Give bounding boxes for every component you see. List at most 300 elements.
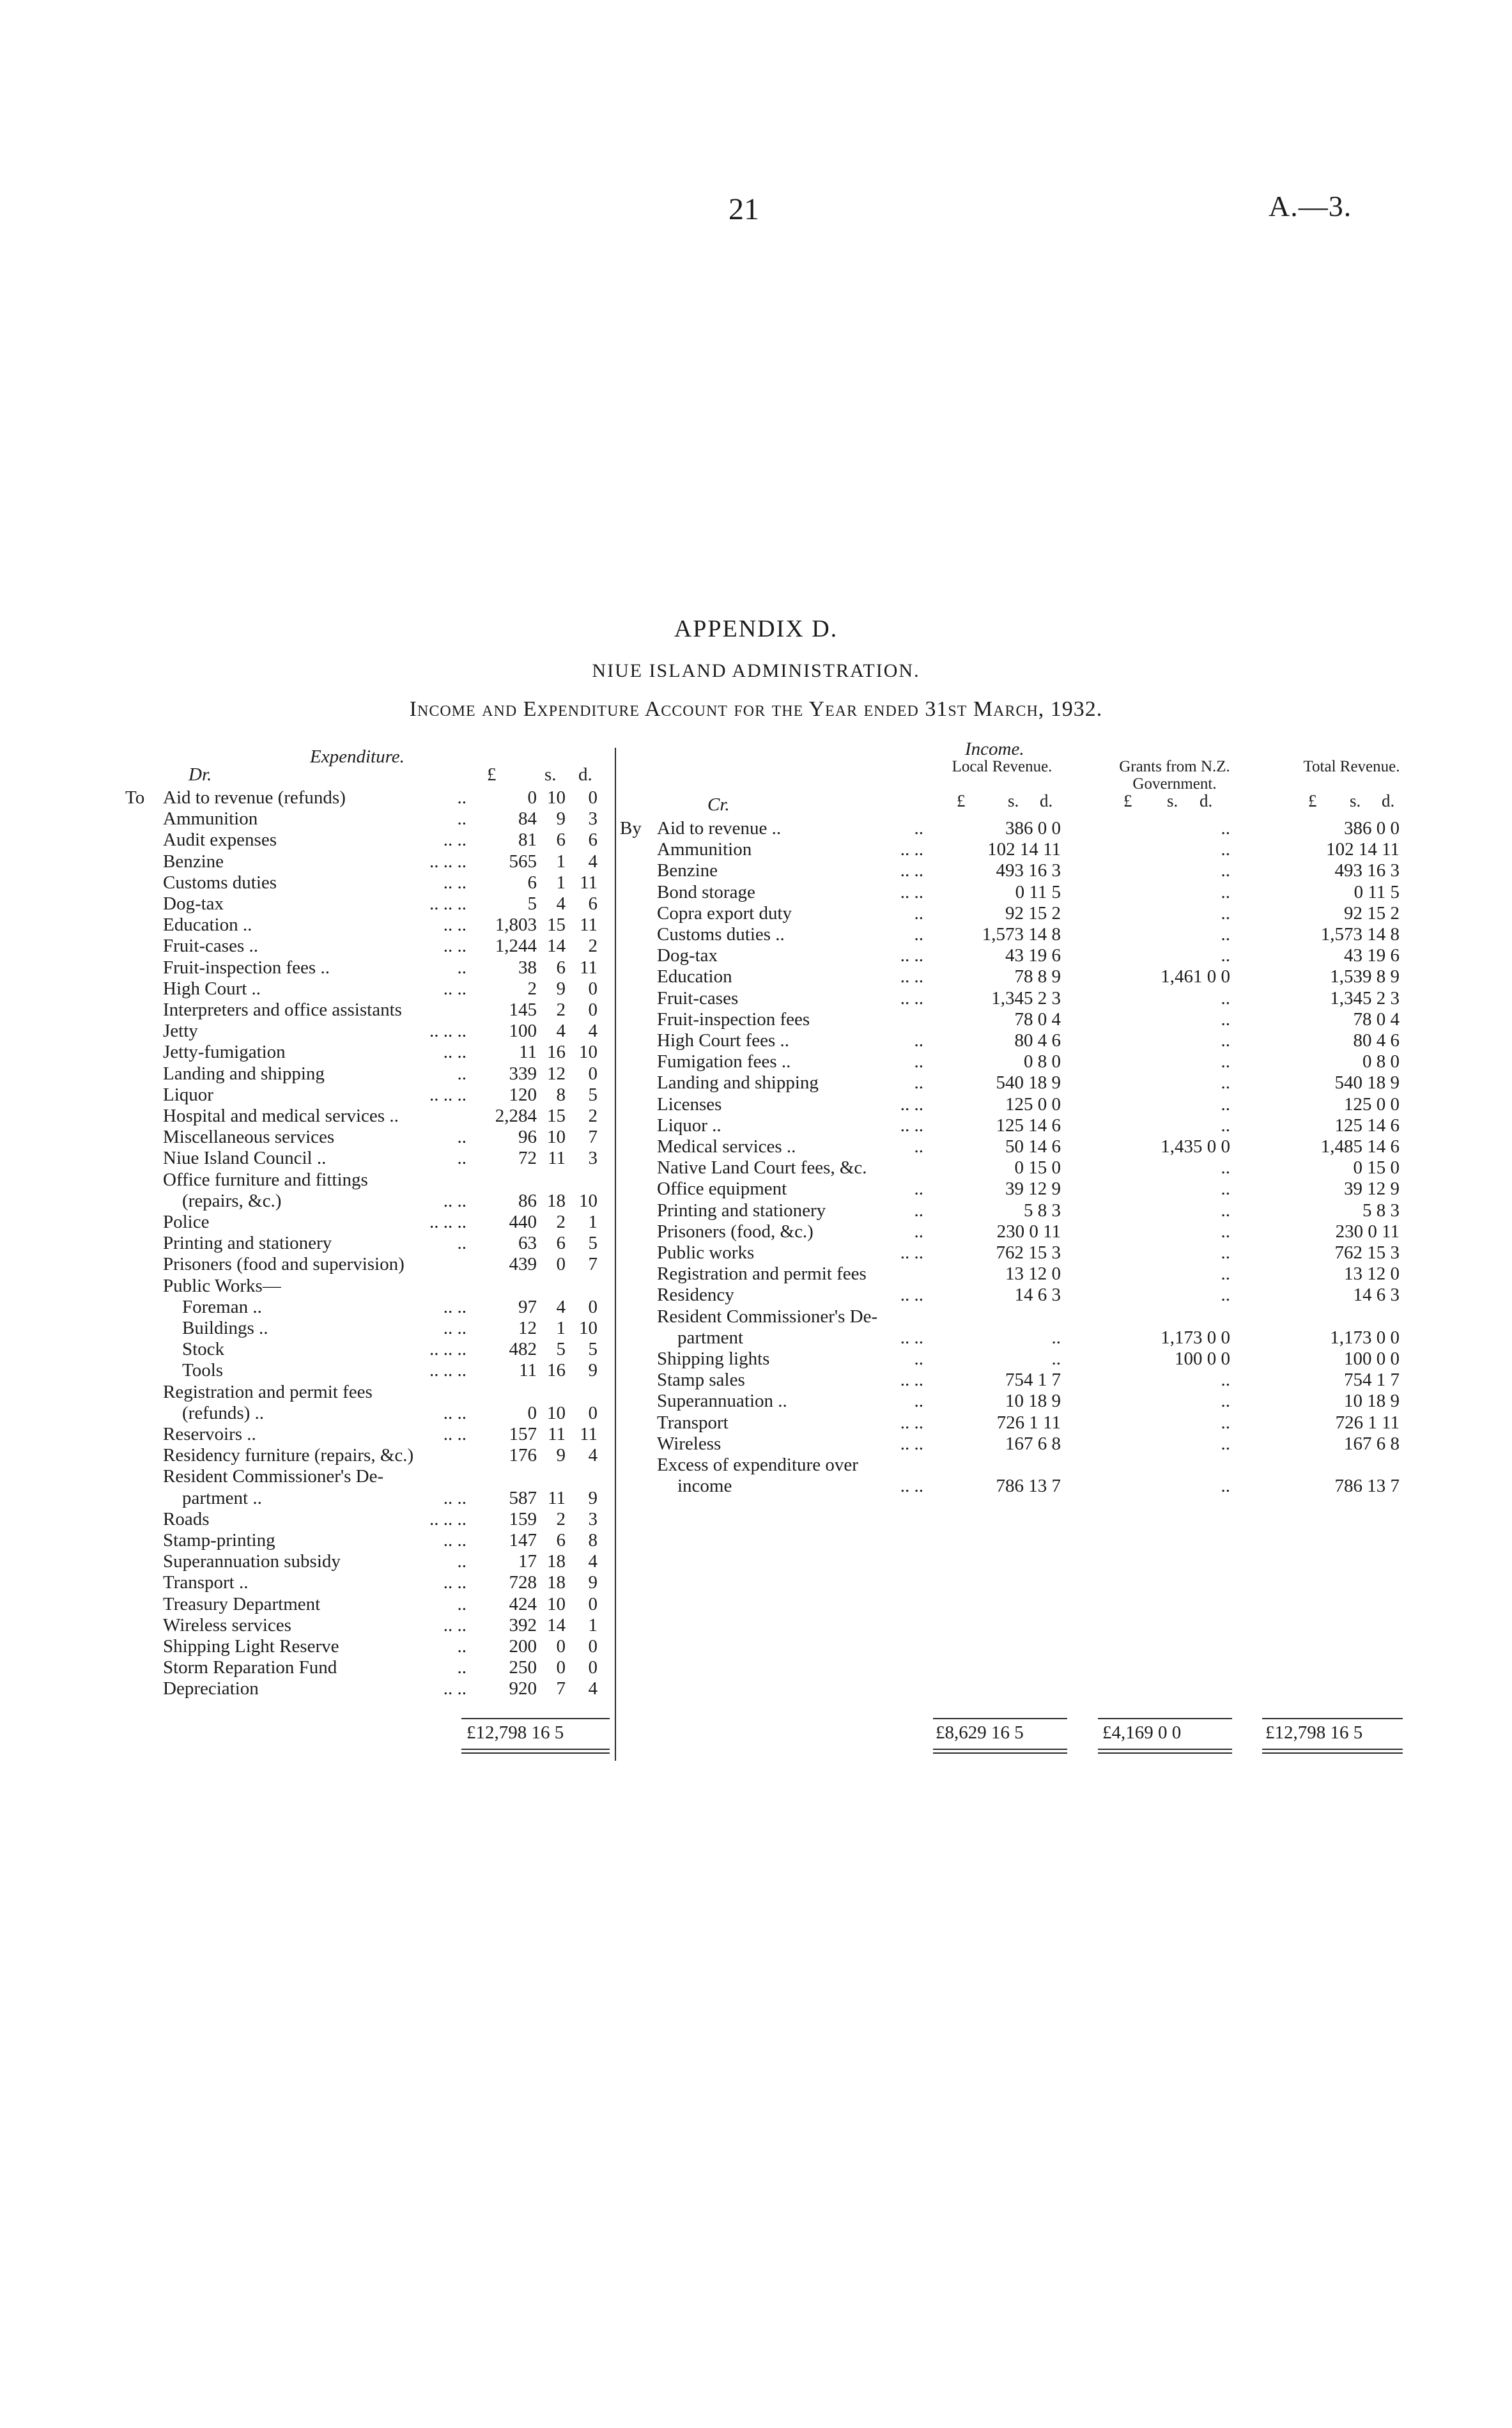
expenditure-shillings: 15: [547, 1106, 566, 1126]
expenditure-item-label: Transport ..: [163, 1572, 249, 1593]
income-total-revenue: 5 8 3: [1362, 1200, 1400, 1221]
expenditure-pence: 6: [588, 830, 598, 850]
expenditure-shillings: 0: [556, 1636, 566, 1657]
expenditure-item-label: Stamp-printing: [163, 1530, 275, 1550]
expenditure-pence: 3: [588, 1148, 598, 1168]
expenditure-pence: 4: [588, 1021, 598, 1041]
expenditure-pounds: 392: [509, 1615, 537, 1635]
expenditure-item-label: Aid to revenue (refunds): [163, 787, 346, 808]
income-local-revenue: 125 14 6: [996, 1115, 1061, 1136]
grant-col-shillings: s.: [1167, 791, 1178, 810]
expenditure-shillings: 4: [556, 1021, 566, 1041]
expenditure-item-leader: .. ..: [443, 936, 467, 956]
expenditure-item-label: Buildings ..: [182, 1318, 268, 1338]
expenditure-pence: 2: [588, 936, 598, 956]
expenditure-item-leader: ..: [457, 787, 467, 808]
local-revenue-heading: Local Revenue.: [952, 758, 1053, 775]
income-local-revenue: 540 18 9: [996, 1072, 1061, 1093]
expenditure-item-leader: ..: [457, 1594, 467, 1614]
income-local-revenue: 39 12 9: [1005, 1179, 1061, 1199]
income-total-revenue: 1,573 14 8: [1320, 924, 1400, 945]
income-total-revenue: 386 0 0: [1344, 818, 1400, 839]
expenditure-item-label: Stock: [182, 1339, 225, 1359]
expenditure-pounds: 12: [518, 1318, 537, 1338]
expenditure-pounds: 72: [518, 1148, 537, 1168]
expenditure-item-leader: .. ..: [443, 915, 467, 935]
expenditure-item-leader: .. ..: [443, 1530, 467, 1550]
income-local-revenue: 78 8 9: [1014, 966, 1061, 987]
expenditure-item-label: Printing and stationery: [163, 1233, 332, 1253]
income-row: [0, 1242, 1512, 1264]
income-grant: ..: [1221, 1434, 1230, 1454]
expenditure-pence: 11: [580, 957, 598, 978]
income-item-label: Education: [657, 966, 732, 987]
expenditure-pounds: 728: [509, 1572, 537, 1593]
expenditure-shillings: 9: [556, 1445, 566, 1465]
appendix-title: APPENDIX D.: [674, 615, 838, 642]
income-row: [0, 1136, 1512, 1157]
income-item-leader: .. ..: [900, 1412, 923, 1433]
total-col-shillings: s.: [1350, 791, 1361, 810]
income-local-revenue: ..: [1051, 1349, 1061, 1369]
income-item-leader: .. ..: [900, 1242, 923, 1263]
income-item-label: Benzine: [657, 860, 718, 881]
income-item-leader: ..: [914, 1072, 923, 1093]
income-total-revenue: 14 6 3: [1353, 1285, 1400, 1305]
page-number: 21: [729, 192, 759, 226]
expenditure-pounds: 38: [518, 957, 537, 978]
expenditure-pounds: 97: [518, 1297, 537, 1317]
grant-col-pence: d.: [1200, 791, 1213, 810]
exp-col-pounds: £: [487, 764, 497, 785]
income-item-label: Transport: [657, 1412, 729, 1433]
income-total-revenue: 230 0 11: [1335, 1221, 1400, 1242]
grant-total-rule-bottom-1: [1098, 1749, 1232, 1750]
income-item-label: Native Land Court fees, &c.: [657, 1157, 867, 1178]
expenditure-item-label: Customs duties: [163, 872, 277, 893]
expenditure-pounds: 339: [509, 1063, 537, 1084]
expenditure-pounds: 482: [509, 1339, 537, 1359]
income-item-leader: ..: [914, 903, 923, 924]
income-item-label: Copra export duty: [657, 903, 792, 924]
income-row: [0, 988, 1512, 1009]
expenditure-shillings: 11: [548, 1488, 566, 1508]
expenditure-item-label: (repairs, &c.): [182, 1191, 282, 1211]
income-local-revenue: 50 14 6: [1005, 1136, 1061, 1157]
expenditure-pounds: 5: [527, 893, 537, 914]
expenditure-pounds: 63: [518, 1233, 537, 1253]
income-local-revenue: 0 15 0: [1014, 1157, 1061, 1178]
expenditure-pence: 0: [588, 1636, 598, 1657]
expenditure-pounds: 0: [527, 787, 537, 808]
exp-total-rule-top: [461, 1718, 610, 1719]
income-item-leader: .. ..: [900, 945, 923, 966]
income-row: [0, 839, 1512, 860]
expenditure-pounds: 145: [509, 1000, 537, 1020]
expenditure-item-label: Superannuation subsidy: [163, 1551, 341, 1572]
income-item-label: Aid to revenue ..: [657, 818, 782, 839]
expenditure-shillings: 10: [547, 1594, 566, 1614]
income-item-label: income: [677, 1476, 732, 1496]
income-total-revenue: 754 1 7: [1344, 1370, 1400, 1390]
income-row: [0, 1434, 1512, 1455]
income-local-revenue: 102 14 11: [987, 839, 1061, 860]
page-reference: A.—3.: [1269, 190, 1352, 222]
expenditure-item-leader: .. ..: [443, 1678, 467, 1699]
expenditure-pounds: 565: [509, 851, 537, 872]
expenditure-pence: 0: [588, 978, 598, 999]
income-row: [0, 1264, 1512, 1285]
income-local-revenue: 230 0 11: [996, 1221, 1061, 1242]
grant-total-rule-bottom-2: [1098, 1752, 1232, 1754]
expenditure-row: [0, 1594, 615, 1615]
income-item-label: Licenses: [657, 1094, 722, 1115]
expenditure-pounds: 11: [519, 1042, 537, 1062]
expenditure-shillings: 6: [556, 1530, 566, 1550]
expenditure-item-leader: .. .. ..: [429, 1509, 467, 1529]
income-grant: ..: [1221, 1264, 1230, 1284]
expenditure-shillings: 9: [556, 808, 566, 829]
income-total-revenue: 762 15 3: [1334, 1242, 1400, 1263]
income-item-leader: .. ..: [900, 966, 923, 987]
expenditure-item-label: Education ..: [163, 915, 252, 935]
expenditure-item-label: Roads: [163, 1509, 210, 1529]
income-local-revenue: 167 6 8: [1005, 1434, 1061, 1454]
income-grant: ..: [1221, 839, 1230, 860]
expenditure-item-leader: .. ..: [443, 1615, 467, 1635]
income-local-revenue: 762 15 3: [996, 1242, 1061, 1263]
income-row: [0, 860, 1512, 881]
income-grant: ..: [1221, 1242, 1230, 1263]
expenditure-pence: 11: [580, 915, 598, 935]
expenditure-item-leader: .. .. ..: [429, 893, 467, 914]
income-item-label: partment: [677, 1327, 744, 1348]
expenditure-pounds: 159: [509, 1509, 537, 1529]
income-grant: ..: [1221, 1009, 1230, 1030]
income-item-leader: ..: [914, 1051, 923, 1072]
income-heading: Income.: [965, 739, 1024, 759]
income-item-label: Stamp sales: [657, 1370, 745, 1390]
expenditure-item-label: Foreman ..: [182, 1297, 262, 1317]
income-item-label: Medical services ..: [657, 1136, 796, 1157]
expenditure-shillings: 9: [556, 978, 566, 999]
income-row: [0, 1051, 1512, 1072]
income-item-leader: ..: [914, 818, 923, 839]
expenditure-item-label: (refunds) ..: [182, 1403, 265, 1423]
expenditure-shillings: 2: [556, 1212, 566, 1232]
income-local-revenue: 5 8 3: [1024, 1200, 1061, 1221]
income-total-revenue: 125 14 6: [1334, 1115, 1400, 1136]
local-total-rule-bottom-2: [933, 1752, 1067, 1754]
expenditure-item-leader: ..: [457, 808, 467, 829]
expenditure-item-label: Interpreters and office assistants: [163, 1000, 402, 1020]
expenditure-pence: 6: [588, 893, 598, 914]
income-row: [0, 1412, 1512, 1434]
expenditure-item-label: Jetty-fumigation: [163, 1042, 286, 1062]
expenditure-row: [0, 1551, 615, 1572]
income-local-revenue: 0 8 0: [1024, 1051, 1061, 1072]
expenditure-item-leader: .. ..: [443, 1403, 467, 1423]
expenditure-item-leader: .. ..: [443, 1042, 467, 1062]
income-total-revenue: 786 13 7: [1334, 1476, 1400, 1496]
income-total-revenue: 125 0 0: [1344, 1094, 1400, 1115]
income-grant: ..: [1221, 1391, 1230, 1411]
expenditure-pounds: 11: [519, 1360, 537, 1380]
expenditure-pence: 0: [588, 787, 598, 808]
to-prefix: To: [125, 787, 145, 808]
income-row: [0, 882, 1512, 903]
expenditure-item-leader: .. ..: [443, 1191, 467, 1211]
expenditure-shillings: 11: [548, 1424, 566, 1444]
income-total-revenue: 13 12 0: [1344, 1264, 1400, 1284]
expenditure-item-label: Miscellaneous services: [163, 1127, 335, 1147]
expenditure-item-label: Tools: [182, 1360, 224, 1380]
expenditure-pence: 5: [588, 1339, 598, 1359]
expenditure-item-leader: .. ..: [443, 1318, 467, 1338]
income-local-revenue: 14 6 3: [1014, 1285, 1061, 1305]
income-item-label: Excess of expenditure over: [657, 1455, 858, 1475]
expenditure-pence: 1: [588, 1212, 598, 1232]
expenditure-item-label: Liquor: [163, 1085, 213, 1105]
income-local-revenue: 726 1 11: [996, 1412, 1061, 1433]
expenditure-item-label: High Court ..: [163, 978, 261, 999]
income-item-leader: .. ..: [900, 1476, 923, 1496]
cr-label: Cr.: [707, 794, 730, 815]
exp-col-pence: d.: [578, 764, 592, 785]
income-total-revenue: 0 11 5: [1354, 882, 1400, 902]
income-grant: ..: [1221, 1115, 1230, 1136]
expenditure-pence: 4: [588, 851, 598, 872]
income-row: [0, 924, 1512, 945]
expenditure-pence: 0: [588, 1657, 598, 1678]
income-local-revenue: 1,573 14 8: [982, 924, 1061, 945]
income-row: [0, 1009, 1512, 1030]
expenditure-shillings: 16: [547, 1360, 566, 1380]
local-total-rule-top: [933, 1718, 1067, 1719]
expenditure-shillings: 14: [547, 936, 566, 956]
income-item-label: Ammunition: [657, 839, 752, 860]
income-row: [0, 1221, 1512, 1242]
income-local-revenue: 1,345 2 3: [991, 988, 1061, 1009]
expenditure-pence: 2: [588, 1106, 598, 1126]
expenditure-pence: 0: [588, 1297, 598, 1317]
income-total-revenue: 43 19 6: [1344, 945, 1400, 966]
expenditure-shillings: 7: [556, 1678, 566, 1699]
expenditure-pounds: 920: [509, 1678, 537, 1699]
income-local-revenue: 0 11 5: [1015, 882, 1061, 902]
expenditure-item-leader: ..: [457, 1657, 467, 1678]
income-local-revenue: 43 19 6: [1005, 945, 1061, 966]
total-total-rule-top: [1262, 1718, 1403, 1719]
expenditure-shillings: 0: [556, 1657, 566, 1678]
income-local-revenue: 78 0 4: [1014, 1009, 1061, 1030]
income-item-label: Public works: [657, 1242, 755, 1263]
expenditure-shillings: 0: [556, 1254, 566, 1274]
expenditure-shillings: 2: [556, 1000, 566, 1020]
income-item-leader: ..: [914, 924, 923, 945]
expenditure-shillings: 6: [556, 830, 566, 850]
income-total-revenue: 493 16 3: [1334, 860, 1400, 881]
expenditure-pence: 9: [588, 1572, 598, 1593]
income-row: [0, 1200, 1512, 1221]
expenditure-shillings: 8: [556, 1085, 566, 1105]
expenditure-pence: 7: [588, 1127, 598, 1147]
expenditure-pence: 9: [588, 1488, 598, 1508]
income-item-leader: ..: [914, 1136, 923, 1157]
income-grant: ..: [1221, 1072, 1230, 1093]
income-local-revenue: 386 0 0: [1005, 818, 1061, 839]
income-grant: ..: [1221, 1094, 1230, 1115]
exp-col-shillings: s.: [544, 764, 557, 785]
local-revenue-total: £8,629 16 5: [936, 1722, 1024, 1743]
income-item-label: Wireless: [657, 1434, 721, 1454]
income-grant: ..: [1221, 1285, 1230, 1305]
expenditure-item-leader: .. .. ..: [429, 1339, 467, 1359]
income-item-leader: ..: [914, 1179, 923, 1199]
income-grant: ..: [1221, 1030, 1230, 1051]
income-total-revenue: 540 18 9: [1334, 1072, 1400, 1093]
expenditure-item-label: Residency furniture (repairs, &c.): [163, 1445, 414, 1465]
income-grant: ..: [1221, 1051, 1230, 1072]
expenditure-shillings: 6: [556, 957, 566, 978]
expenditure-item-label: Shipping Light Reserve: [163, 1636, 339, 1657]
income-grant: ..: [1221, 1476, 1230, 1496]
expenditure-item-label: Niue Island Council ..: [163, 1148, 327, 1168]
grants-heading: Grants from N.Z. Government.: [1119, 758, 1230, 793]
expenditure-shillings: 10: [547, 787, 566, 808]
expenditure-pence: 0: [588, 1000, 598, 1020]
income-total-revenue: 0 15 0: [1353, 1157, 1400, 1178]
expenditure-shillings: 4: [556, 893, 566, 914]
expenditure-pence: 9: [588, 1360, 598, 1380]
expenditure-pence: 7: [588, 1254, 598, 1274]
expenditure-item-label: partment ..: [182, 1488, 262, 1508]
expenditure-pounds: 17: [518, 1551, 537, 1572]
income-item-label: High Court fees ..: [657, 1030, 789, 1051]
income-total-revenue: 39 12 9: [1344, 1179, 1400, 1199]
expenditure-pounds: 6: [527, 872, 537, 893]
expenditure-pence: 10: [579, 1191, 598, 1211]
expenditure-shillings: 16: [547, 1042, 566, 1062]
expenditure-pounds: 86: [518, 1191, 537, 1211]
income-row: [0, 903, 1512, 924]
income-item-label: Landing and shipping: [657, 1072, 819, 1093]
expenditure-item-label: Depreciation: [163, 1678, 259, 1699]
expenditure-heading: Expenditure.: [310, 746, 405, 767]
income-row: [0, 1455, 1512, 1476]
expenditure-shillings: 1: [556, 1318, 566, 1338]
expenditure-shillings: 6: [556, 1233, 566, 1253]
expenditure-item-label: Ammunition: [163, 808, 258, 829]
income-row: [0, 818, 1512, 839]
income-item-leader: .. ..: [900, 1285, 923, 1305]
income-grant: ..: [1221, 1370, 1230, 1390]
income-grant: ..: [1221, 924, 1230, 945]
expenditure-shillings: 14: [547, 1615, 566, 1635]
income-row: [0, 1391, 1512, 1412]
income-item-label: Residency: [657, 1285, 734, 1305]
income-row: [0, 1327, 1512, 1349]
income-item-leader: .. ..: [900, 882, 923, 902]
expenditure-pounds: 250: [509, 1657, 537, 1678]
income-grant: ..: [1221, 1200, 1230, 1221]
expenditure-row: [0, 787, 615, 808]
grants-total: £4,169 0 0: [1102, 1722, 1182, 1743]
expenditure-item-leader: .. .. ..: [429, 1212, 467, 1232]
expenditure-pence: 8: [588, 1530, 598, 1550]
income-item-leader: ..: [914, 1349, 923, 1369]
by-prefix: By: [620, 818, 642, 839]
expenditure-pence: 1: [588, 1615, 598, 1635]
expenditure-shillings: 4: [556, 1297, 566, 1317]
income-row: [0, 1030, 1512, 1051]
local-col-shillings: s.: [1008, 791, 1019, 810]
expenditure-pence: 3: [588, 1509, 598, 1529]
expenditure-row: [0, 1657, 615, 1678]
expenditure-row: [0, 1509, 615, 1530]
expenditure-pounds: 96: [518, 1127, 537, 1147]
expenditure-row: [0, 1678, 615, 1699]
expenditure-pounds: 84: [518, 808, 537, 829]
income-item-leader: ..: [914, 1030, 923, 1051]
expenditure-item-label: Fruit-cases ..: [163, 936, 258, 956]
income-item-leader: ..: [914, 1200, 923, 1221]
expenditure-item-label: Hospital and medical services ..: [163, 1106, 399, 1126]
expenditure-pounds: 1,803: [495, 915, 537, 935]
expenditure-pence: 4: [588, 1445, 598, 1465]
expenditure-item-label: Jetty: [163, 1021, 198, 1041]
income-grant: ..: [1221, 1412, 1230, 1433]
income-row: [0, 1285, 1512, 1306]
total-col-pence: d.: [1382, 791, 1395, 810]
expenditure-pence: 0: [588, 1403, 598, 1423]
expenditure-pounds: 0: [527, 1403, 537, 1423]
expenditure-shillings: 15: [547, 915, 566, 935]
expenditure-item-leader: .. ..: [443, 872, 467, 893]
expenditure-row: [0, 1530, 615, 1551]
income-grant: ..: [1221, 818, 1230, 839]
expenditure-item-leader: .. ..: [443, 1297, 467, 1317]
local-total-rule-bottom-1: [933, 1749, 1067, 1750]
income-item-leader: .. ..: [900, 1327, 923, 1348]
grant-total-rule-top: [1098, 1718, 1232, 1719]
expenditure-item-label: Resident Commissioner's De-: [163, 1466, 384, 1487]
expenditure-pounds: 176: [509, 1445, 537, 1465]
income-item-leader: .. ..: [900, 988, 923, 1009]
expenditure-shillings: 10: [547, 1127, 566, 1147]
income-grant: 1,461 0 0: [1161, 966, 1230, 987]
expenditure-shillings: 11: [548, 1148, 566, 1168]
expenditure-item-leader: .. ..: [443, 1424, 467, 1444]
account-title: Income and Expenditure Account for the Year ended 31st March, 1932.: [409, 697, 1103, 721]
expenditure-pence: 4: [588, 1551, 598, 1572]
income-row: [0, 1094, 1512, 1115]
total-total-rule-bottom-2: [1262, 1752, 1403, 1754]
income-item-leader: ..: [914, 1391, 923, 1411]
expenditure-pence: 0: [588, 1063, 598, 1084]
income-row: [0, 1179, 1512, 1200]
income-row: [0, 1349, 1512, 1370]
exp-total-rule-bottom-1: [461, 1749, 610, 1750]
income-local-revenue: 10 18 9: [1005, 1391, 1061, 1411]
income-local-revenue: 754 1 7: [1005, 1370, 1061, 1390]
expenditure-item-label: Fruit-inspection fees ..: [163, 957, 330, 978]
income-item-label: Printing and stationery: [657, 1200, 826, 1221]
expenditure-item-leader: ..: [457, 1063, 467, 1084]
expenditure-item-leader: ..: [457, 957, 467, 978]
expenditure-pence: 4: [588, 1678, 598, 1699]
income-total-revenue: 167 6 8: [1344, 1434, 1400, 1454]
